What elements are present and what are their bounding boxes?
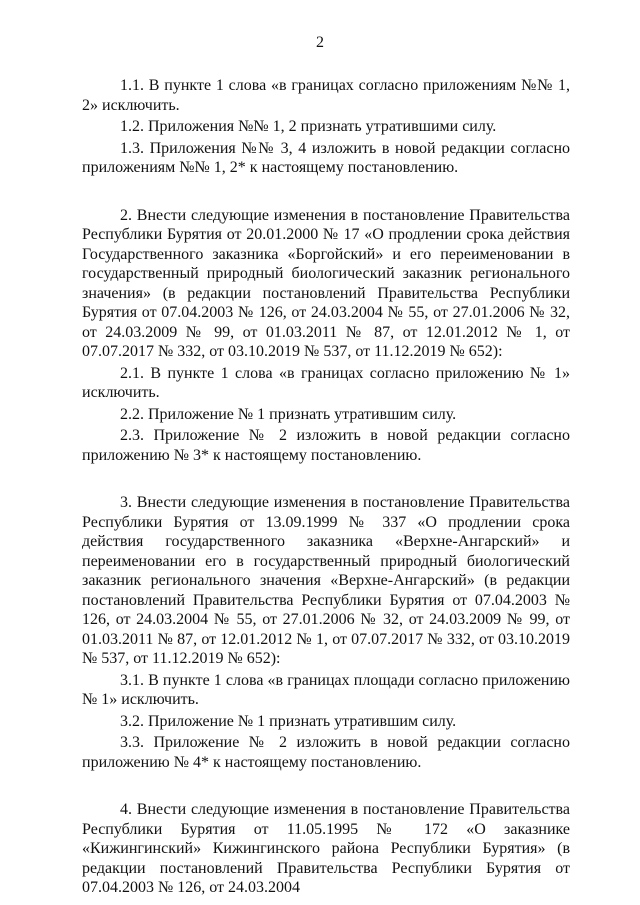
paragraph: 1.1. В пункте 1 слова «в границах согласно приложениям №№ 1, 2» исключить.	[82, 77, 570, 114]
paragraph: 2. Внести следующие изменения в постановление Правительства Республики Бурятия от 20.01.2000 № 17 «О продлении срока действия Государственного заказника «Боргойский» и его переименовании в государственный природный биологический заказник регионального значения» (в редакции постановлений Правительства Республики Бурятия от 07.04.2003 № 126, от 24.03.2004 № 55, от 27.01.2006 № 32, от 24.03.2009 № 99, от 01.03.2011 № 87, от 12.01.2012 № 1, от 07.07.2017 № 332, от 03.10.2019 № 537, от 11.12.2019 № 652):	[82, 206, 570, 360]
paragraph: 3.3. Приложение № 2 изложить в новой редакции согласно приложению № 4* к настоящему постановлению.	[82, 734, 570, 771]
paragraph: 2.3. Приложение № 2 изложить в новой редакции согласно приложению № 3* к настоящему постановлению.	[82, 427, 570, 464]
paragraph: 4. Внести следующие изменения в постановление Правительства Республики Бурятия от 11.05.1995 № 172 «О заказнике «Кижингинский» Кижингинского района Республики Бурятия» (в редакции постановлений Правительства Республики Бурятия от 07.04.2003 № 126, от 24.03.2004	[82, 801, 570, 896]
paragraph: 3.2. Приложение № 1 признать утратившим силу.	[120, 712, 457, 730]
paragraph: 2.1. В пункте 1 слова «в границах согласно приложению № 1» исключить.	[82, 364, 570, 401]
paragraph: 2.2. Приложение № 1 признать утратившим силу.	[120, 405, 457, 423]
section-2	[82, 206, 570, 466]
section-3	[82, 493, 570, 772]
paragraph: 1.3. Приложения №№ 3, 4 изложить в новой редакции согласно приложениям №№ 1, 2* к настоящему постановлению.	[82, 139, 570, 176]
paragraph: 1.2. Приложения №№ 1, 2 признать утратившими силу.	[120, 118, 497, 135]
section-1	[82, 76, 570, 178]
document-body	[82, 76, 570, 900]
section-4	[82, 800, 570, 898]
paragraph: 3. Внести следующие изменения в постановление Правительства Республики Бурятия от 13.09.1999 № 337 «О продлении срока действия государственного заказника «Верхне-Ангарский» и переименовании его в государственный природный биологический заказник регионального значения «Верхне-Ангарский» (в редакции постановлений Правительства Республики Бурятия от 07.04.2003 № 126, от 24.03.2004 № 55, от 27.01.2006 № 32, от 24.03.2009 № 99, от 01.03.2011 № 87, от 12.01.2012 № 1, от 07.07.2017 № 332, от 03.10.2019 № 537, от 11.12.2019 № 652):	[82, 494, 570, 667]
page-number: 2	[316, 34, 324, 51]
paragraph: 3.1. В пункте 1 слова «в границах площади согласно приложению № 1» исключить.	[82, 671, 570, 708]
